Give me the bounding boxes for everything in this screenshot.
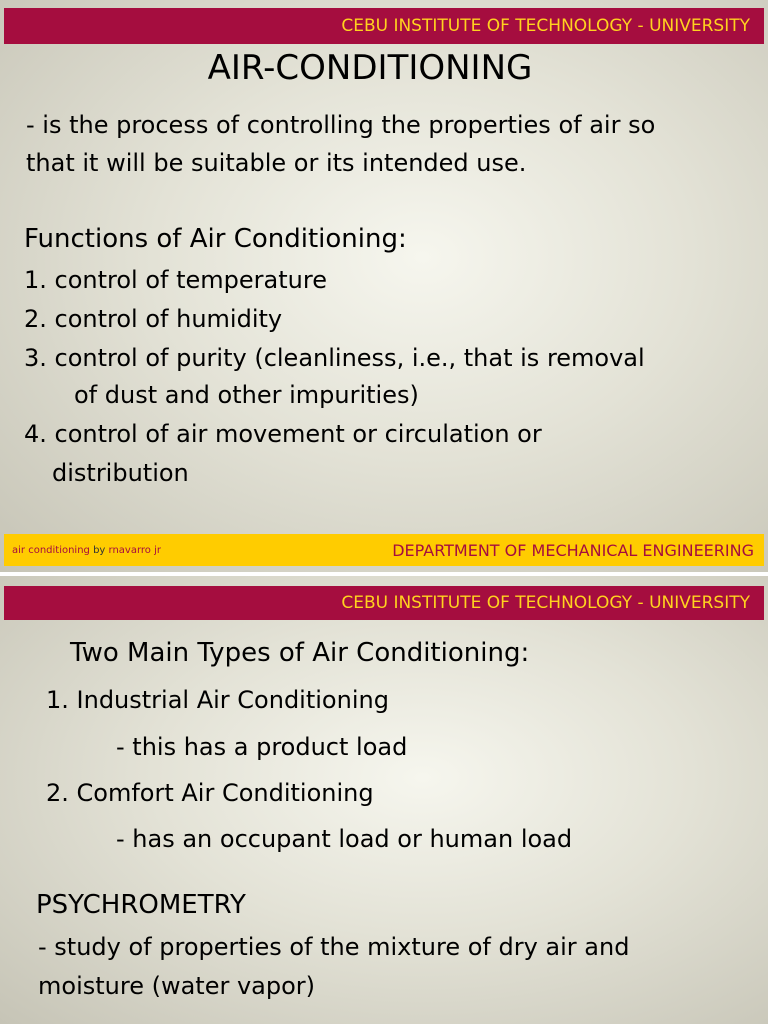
psychrometry-def-line-1: - study of properties of the mixture of dry air and [38,933,630,961]
function-item-4: 4. control of air movement or circulation or [24,420,542,448]
footer-credit-author: rnavarro jr [108,544,161,556]
function-item-3-cont: of dust and other impurities) [74,381,419,409]
header-banner [4,586,764,620]
type-item-1: 1. Industrial Air Conditioning [46,686,389,714]
slide-title: AIR-CONDITIONING [207,48,533,88]
type-item-2-desc: - has an occupant load or human load [116,825,573,853]
header-text: CEBU INSTITUTE OF TECHNOLOGY - UNIVERSITY [341,592,750,613]
type-item-1-desc: - this has a product load [116,733,408,761]
function-item-3: 3. control of purity (cleanliness, i.e., that is removal [24,344,645,372]
functions-heading: Functions of Air Conditioning: [24,224,407,254]
function-item-1: 1. control of temperature [24,266,327,294]
header-banner [4,8,764,44]
types-heading: Two Main Types of Air Conditioning: [70,638,530,668]
footer-credit [12,545,161,556]
footer-credit-by: by [89,544,109,556]
type-item-2: 2. Comfort Air Conditioning [46,779,374,807]
definition-line-1: - is the process of controlling the properties of air so [26,111,656,139]
slide-types-of-air-conditioning [0,576,768,1024]
header-text: CEBU INSTITUTE OF TECHNOLOGY - UNIVERSITY [341,15,750,36]
definition-line-2: that it will be suitable or its intended use. [26,149,527,177]
function-item-4-cont: distribution [52,459,189,487]
footer-bar [4,534,764,566]
footer-credit-topic: air conditioning [12,544,90,556]
psychrometry-def-line-2: moisture (water vapor) [38,972,316,1000]
psychrometry-heading: PSYCHROMETRY [36,890,246,920]
function-item-2: 2. control of humidity [24,305,283,333]
footer-department: DEPARTMENT OF MECHANICAL ENGINEERING [392,540,754,560]
